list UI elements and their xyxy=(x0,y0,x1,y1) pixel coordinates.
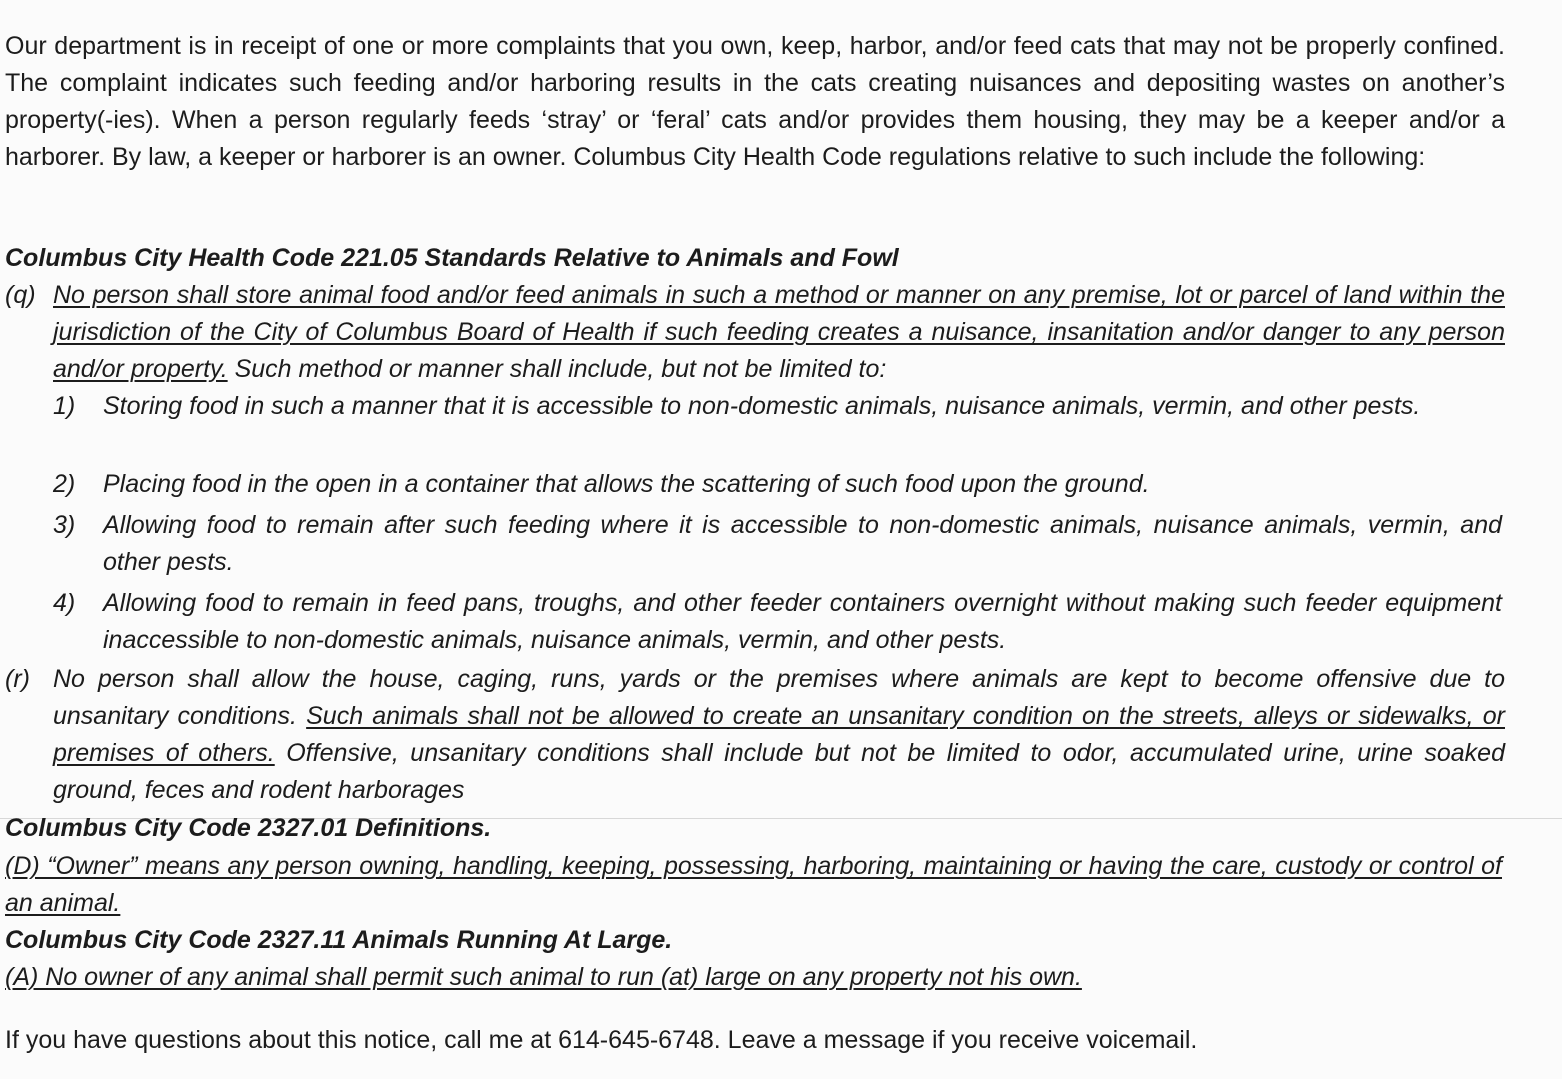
regulation-r-underlined: Such animals shall not be allowed to create an unsanitary condition on the streets, alleys or sidewalks, or premises of others. xyxy=(53,702,1505,767)
regulation-q-label: (q) xyxy=(5,281,36,309)
running-at-large-rule xyxy=(5,959,1502,996)
running-at-large-heading: Columbus City Code 2327.11 Animals Running At Large. xyxy=(5,926,673,954)
intro-paragraph: Our department is in receipt of one or more complaints that you own, keep, harbor, and/or feed cats that may not be properly confined. The complaint indicates such feeding and/or harboring results in the cats creating nuisances and depositing wastes on another’s property(-ies). When a person regularly feeds ‘stray’ or ‘feral’ cats and/or provides them housing, they may be a keeper and/or a harborer. By law, a keeper or harborer is an owner. Columbus City Health Code regulations relative to such include the following: xyxy=(5,32,1505,171)
regulation-r-label: (r) xyxy=(5,665,30,693)
list-item-text: Allowing food to remain in feed pans, troughs, and other feeder containers overnight without making such feeder equipment inaccessible to non-domestic animals, nuisance animals, vermin, and other pests. xyxy=(103,589,1502,654)
list-item-number: 2) xyxy=(53,470,76,498)
closing-line: If you have questions about this notice, call me at 614-645-6748. Leave a message if you receive voicemail. xyxy=(5,1026,1198,1054)
regulation-r xyxy=(5,661,1505,809)
definitions-heading: Columbus City Code 2327.01 Definitions. xyxy=(5,814,492,842)
list-item xyxy=(53,585,1502,659)
list-item xyxy=(53,507,1502,581)
list-item-text: Placing food in the open in a container that allows the scattering of such food upon the ground. xyxy=(103,470,1150,498)
health-code-heading: Columbus City Health Code 221.05 Standards Relative to Animals and Fowl xyxy=(5,244,899,272)
running-at-large-text: (A) No owner of any animal shall permit such animal to run (at) large on any property not his own. xyxy=(5,963,1082,991)
list-item-number: 4) xyxy=(53,589,76,617)
list-item-text: Storing food in such a manner that it is accessible to non-domestic animals, nuisance animals, vermin, and other pests. xyxy=(103,392,1421,420)
regulation-q-underlined: No person shall store animal food and/or feed animals in such a method or manner on any premise, lot or parcel of land within the jurisdiction of the City of Columbus Board of Health if such feeding creates a nuisance, insanitation and/or danger to any person and/or property. xyxy=(53,281,1505,383)
list-item xyxy=(53,466,1502,503)
owner-definition: (D) “Owner” means any person owning, handling, keeping, possessing, harboring, maintaining or having the care, custody or control of an animal. xyxy=(5,852,1502,917)
regulation-q xyxy=(5,277,1505,388)
list-item-number: 1) xyxy=(53,392,76,420)
list-item-text: Allowing food to remain after such feeding where it is accessible to non-domestic animals, nuisance animals, vermin, and other pests. xyxy=(103,511,1502,576)
regulation-q-rest: Such method or manner shall include, but not be limited to: xyxy=(227,355,887,383)
regulation-r-before: No person shall allow the house, caging, runs, yards or the premises where animals are kept to become offensive due to unsanitary conditions. xyxy=(53,665,1505,730)
list-item xyxy=(53,388,1502,425)
regulation-r-after: Offensive, unsanitary conditions shall include but not be limited to odor, accumulated urine, urine soaked ground, feces and rodent harborages xyxy=(53,739,1505,804)
list-item-number: 3) xyxy=(53,511,76,539)
